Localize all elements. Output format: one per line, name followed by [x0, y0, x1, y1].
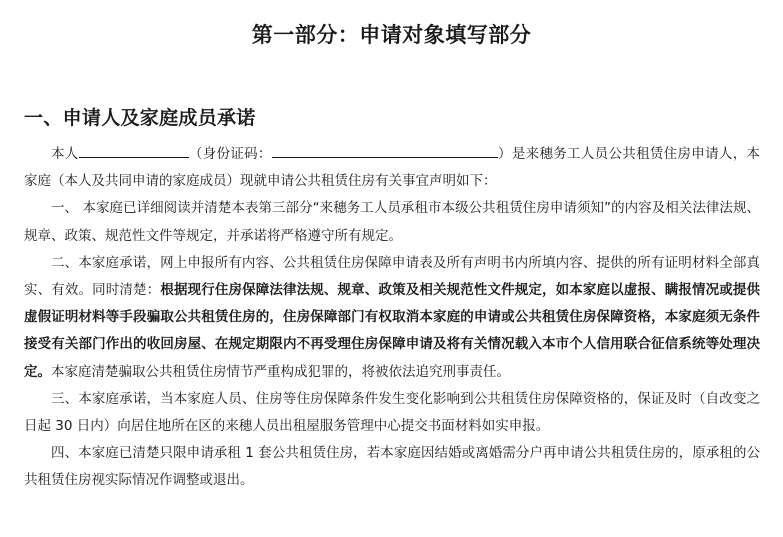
clause-2-lead: 二、本家庭承诺，网上申报所有内容、公共租赁住房保障申请表及所有声明书内所填内容、提供的所有证明材料全部真实、有效。同时清楚： — [24, 254, 760, 299]
declaration-paragraph — [24, 141, 760, 195]
clause-2-tail: 本家庭清楚骗取公共租赁住房情节严重构成犯罪的，将被依法追究刑事责任。 — [51, 363, 510, 380]
self-label: 本人 — [51, 146, 79, 162]
declaration-tail: ）是来穗务工人员公共租赁住房申请人，本家庭（本人及共同申请的家庭成员）现就申请公共租赁住房有关事宜声明如下： — [24, 146, 761, 190]
section-heading: 一、申请人及家庭成员承诺 — [24, 107, 256, 129]
clause-4: 四、本家庭已清楚只限申请承租 1 套公共租赁住房，若本家庭因结婚或离婚需分户再申请公共租赁住房的，原承租的公共租赁住房视实际情况作调整或退出。 — [24, 445, 760, 489]
id-label: （身份证码： — [188, 146, 272, 162]
clause-1: 一、 本家庭已详细阅读并清楚本表第三部分“来穗务工人员承租市本级公共租赁住房申请须知”的内容及相关法律法规、规章、政策、规范性文件等规定，并承诺将严格遵守所有规定。 — [24, 200, 760, 244]
document-body — [24, 141, 760, 495]
clause-3: 三、本家庭承诺，当本家庭人员、住房等住房保障条件发生变化影响到公共租赁住房保障资格的，保证及时（自改变之日起 30 日内）向居住地所在区的来穗人员出租屋服务管理中心提交书面材料如实申报。 — [24, 390, 760, 435]
clause-2 — [24, 250, 760, 386]
clause-2-bold: 根据现行住房保障法律法规、规章、政策及相关规范性文件规定，如本家庭以虚报、瞒报情况或提供虚假证明材料等手段骗取公共租赁住房的，住房保障部门有权取消本家庭的申请或公共租赁住房保障资格，本家庭须无条件接受有关部门作出的收回房屋、在规定期限内不再受理住房保障申请及将有关情况载入本市个人信用联合征信系统等处理决定。 — [24, 282, 761, 380]
id-number-blank[interactable] — [272, 142, 498, 158]
applicant-name-blank[interactable] — [79, 142, 189, 158]
document-title: 第一部分：申请对象填写部分 — [251, 23, 532, 47]
